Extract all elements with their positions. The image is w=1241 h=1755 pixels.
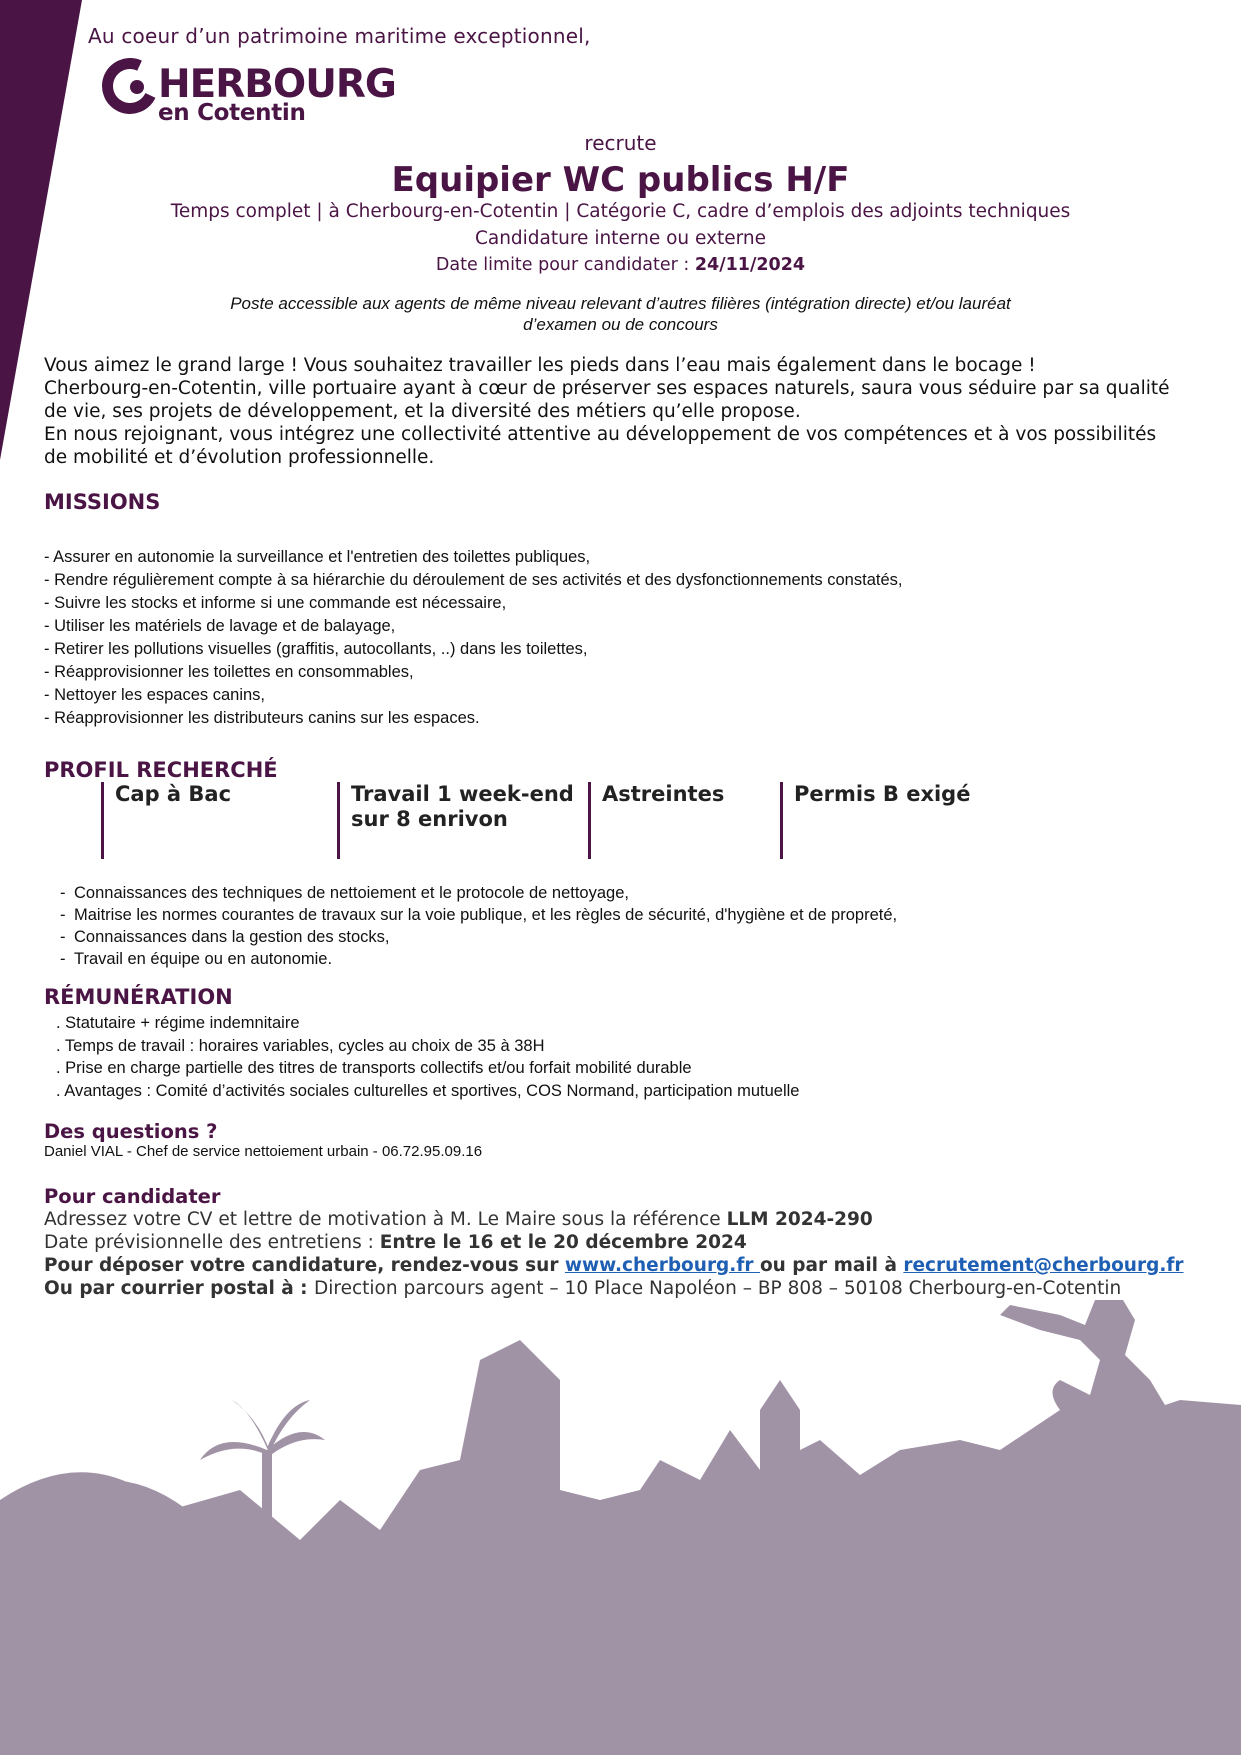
list-item-text: Travail en équipe ou en autonomie.: [74, 950, 333, 968]
missions-list: [44, 546, 902, 730]
intro-line: En nous rejoignant, vous intégrez une collectivité attentive au développement de vos compétences et à vos possibilités: [44, 424, 1157, 445]
list-item: . Prise en charge partielle des titres de transports collectifs et/ou forfait mobilité durable: [56, 1059, 692, 1077]
intro-line: Vous aimez le grand large ! Vous souhaitez travailler les pieds dans l’eau mais également dans le bocage !: [44, 355, 1036, 376]
apply-details: [44, 1208, 1184, 1300]
apply-text: Pour déposer votre candidature, rendez-vous sur: [44, 1255, 565, 1276]
apply-heading: Pour candidater: [44, 1185, 221, 1208]
list-item: - Réapprovisionner les toilettes en consommables,: [44, 663, 414, 681]
deadline: [0, 255, 1241, 275]
list-item: - Rendre régulièrement compte à sa hiérarchie du déroulement de ses activités et des dysfonctionnements constatés,: [44, 571, 903, 589]
list-item: . Temps de travail : horaires variables, cycles au choix de 35 à 38H: [56, 1036, 545, 1055]
profil-heading: PROFIL RECHERCHÉ: [44, 758, 278, 782]
profile-box-text: sur 8 enrivon: [351, 807, 508, 831]
list-item: [60, 904, 897, 926]
remuneration-list: [56, 1012, 799, 1102]
apply-text: Adressez votre CV et lettre de motivation à M. Le Maire sous la référence: [44, 1209, 727, 1230]
postal-label: Ou par courrier postal à :: [44, 1278, 315, 1299]
questions-heading: Des questions ?: [44, 1120, 218, 1143]
email-link[interactable]: recrutement@cherbourg.fr: [903, 1255, 1184, 1276]
list-item: - Nettoyer les espaces canins,: [44, 686, 266, 704]
profile-box-text: Astreintes: [602, 782, 725, 806]
recrute-label: recrute: [584, 131, 657, 155]
profile-box-text: Travail 1 week-end: [351, 782, 574, 806]
apply-text: Date prévisionnelle des entretiens :: [44, 1232, 380, 1253]
deadline-label: Date limite pour candidater :: [435, 255, 695, 275]
interview-dates: Entre le 16 et le 20 décembre 2024: [379, 1232, 747, 1253]
apply-line: [44, 1208, 1184, 1231]
apply-text: ou par mail à: [759, 1255, 904, 1276]
apply-line: [44, 1231, 1184, 1254]
reference-code: LLM 2024-290: [726, 1209, 873, 1230]
list-dash: -: [60, 906, 66, 924]
postal-address: Direction parcours agent – 10 Place Napoléon – BP 808 – 50108 Cherbourg-en-Cotentin: [314, 1278, 1122, 1299]
accessibility-line: d’examen ou de concours: [523, 315, 718, 334]
accessibility-note: [180, 293, 1061, 335]
apply-line: [44, 1254, 1184, 1277]
job-title: Equipier WC publics H/F: [391, 160, 850, 200]
logo-subtitle: en Cotentin: [158, 100, 306, 126]
profil-list: [60, 882, 897, 970]
list-item: . Avantages : Comité d’activités sociales culturelles et sportives, COS Normand, participation mutuelle: [56, 1081, 800, 1100]
profile-box-weekend: [337, 782, 574, 859]
list-item: - Retirer les pollutions visuelles (graffitis, autocollants, ..) dans les toilettes,: [44, 640, 588, 658]
profile-box-astreintes: [588, 782, 724, 859]
list-item: [60, 882, 897, 904]
cherbourg-logo: [100, 56, 400, 136]
list-item: [60, 926, 897, 948]
intro-line: Cherbourg-en-Cotentin, ville portuaire ayant à cœur de préserver ses espaces naturels, saura vous séduire par sa qualité: [44, 378, 1170, 399]
list-item: - Utiliser les matériels de lavage et de balayage,: [44, 617, 396, 635]
remuneration-heading: RÉMUNÉRATION: [44, 985, 233, 1009]
list-dash: -: [60, 950, 66, 968]
missions-heading: MISSIONS: [44, 490, 161, 514]
list-item-text: Connaissances des techniques de nettoiement et le protocole de nettoyage,: [74, 884, 629, 902]
apply-line: [44, 1277, 1184, 1300]
tagline: Au coeur d’un patrimoine maritime exceptionnel,: [88, 24, 591, 48]
website-link[interactable]: www.cherbourg.fr: [564, 1255, 760, 1276]
logo-name: HERBOURG: [158, 62, 396, 107]
intro-line: de mobilité et d’évolution professionnelle.: [44, 447, 435, 468]
deadline-value: 24/11/2024: [694, 255, 806, 275]
list-item: [60, 948, 897, 970]
list-item-text: Maitrise les normes courantes de travaux sur la voie publique, et les règles de sécurité, d'hygiène et de propreté,: [74, 906, 898, 924]
profile-box-education: [101, 782, 231, 859]
list-item: - Suivre les stocks et informe si une commande est nécessaire,: [44, 594, 507, 612]
contact-line: Daniel VIAL - Chef de service nettoiement urbain - 06.72.95.09.16: [44, 1143, 483, 1160]
profile-box-text: Cap à Bac: [115, 782, 232, 806]
intro-paragraph: [44, 354, 1204, 469]
list-item: . Statutaire + régime indemnitaire: [56, 1014, 300, 1032]
list-dash: -: [60, 884, 66, 902]
list-item: - Réapprovisionner les distributeurs canins sur les espaces.: [44, 709, 480, 727]
intro-line: de vie, ses projets de développement, et la diversité des métiers qu’elle propose.: [44, 401, 801, 422]
list-dash: -: [60, 928, 66, 946]
accessibility-line: Poste accessible aux agents de même niveau relevant d’autres filières (intégration directe) et/ou lauréat: [230, 294, 1011, 313]
list-item: - Assurer en autonomie la surveillance et l'entretien des toilettes publiques,: [44, 548, 591, 566]
list-item-text: Connaissances dans la gestion des stocks,: [74, 928, 390, 946]
city-skyline-illustration: [0, 1300, 1241, 1755]
candidature-type: Candidature interne ou externe: [474, 228, 767, 249]
profile-box-text: Permis B exigé: [794, 782, 971, 806]
profile-box-permis: [780, 782, 970, 859]
job-details: Temps complet | à Cherbourg-en-Cotentin | Catégorie C, cadre d’emplois des adjoints techniques: [170, 201, 1071, 222]
logo-c-dot: [130, 80, 144, 94]
